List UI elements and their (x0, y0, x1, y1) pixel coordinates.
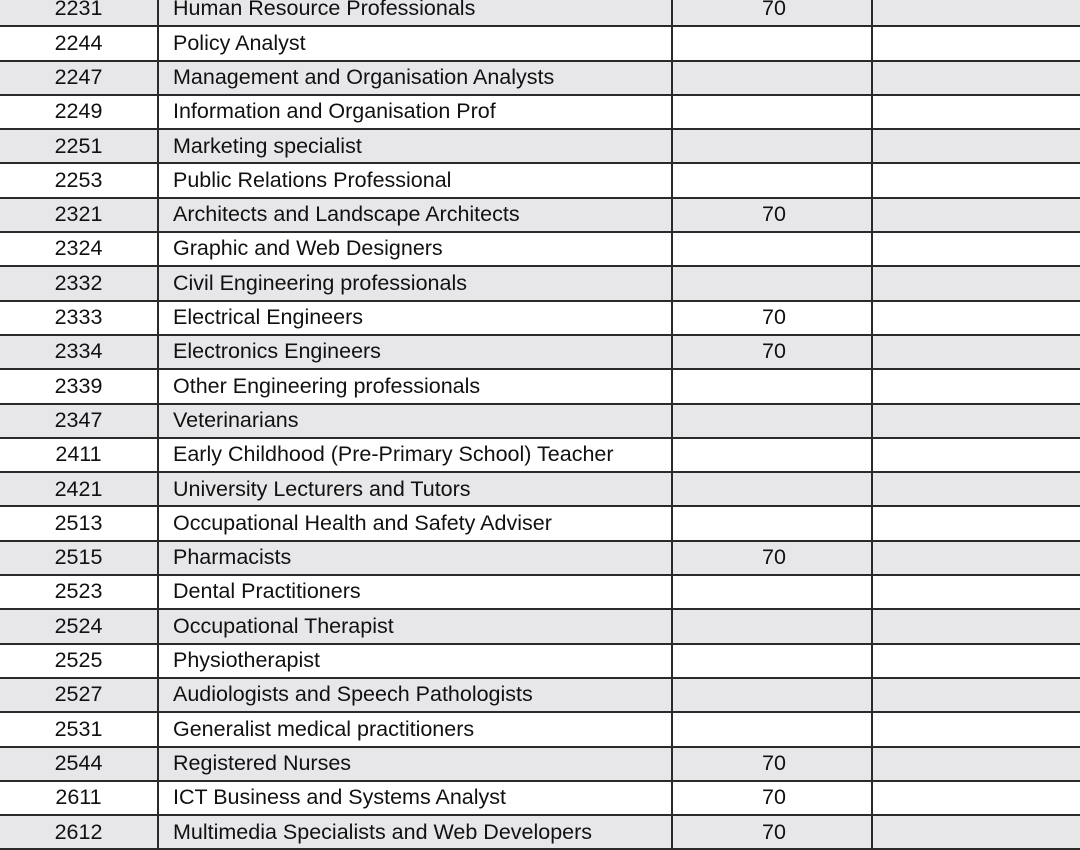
score-cell (672, 163, 872, 197)
table-row (0, 609, 1080, 643)
table-row (0, 301, 1080, 335)
score-cell (672, 506, 872, 540)
score-cell (672, 712, 872, 746)
score-cell: 70 (672, 198, 872, 232)
occupation-code-cell: 2231 (0, 0, 158, 26)
occupation-title-cell: Human Resource Professionals (158, 0, 672, 26)
empty-cell (872, 438, 1080, 472)
occupation-title-cell: Veterinarians (158, 404, 672, 438)
occupation-code-cell: 2321 (0, 198, 158, 232)
table-row (0, 472, 1080, 506)
score-cell: 70 (672, 541, 872, 575)
score-cell (672, 61, 872, 95)
occupation-code-cell: 2525 (0, 644, 158, 678)
occupation-code-cell: 2515 (0, 541, 158, 575)
table-row (0, 232, 1080, 266)
empty-cell (872, 644, 1080, 678)
empty-cell (872, 369, 1080, 403)
table-row (0, 198, 1080, 232)
occupation-code-cell: 2334 (0, 335, 158, 369)
occupation-code-cell: 2421 (0, 472, 158, 506)
occupation-code-cell: 2527 (0, 678, 158, 712)
occupation-title-cell: University Lecturers and Tutors (158, 472, 672, 506)
empty-cell (872, 198, 1080, 232)
empty-cell (872, 541, 1080, 575)
empty-cell (872, 404, 1080, 438)
occupation-title-cell: Electronics Engineers (158, 335, 672, 369)
score-cell: 70 (672, 0, 872, 26)
empty-cell (872, 335, 1080, 369)
occupation-title-cell: Generalist medical practitioners (158, 712, 672, 746)
occupation-title-cell: ICT Business and Systems Analyst (158, 781, 672, 815)
score-cell: 70 (672, 815, 872, 849)
occupation-title-cell: Audiologists and Speech Pathologists (158, 678, 672, 712)
occupation-code-cell: 2544 (0, 747, 158, 781)
empty-cell (872, 678, 1080, 712)
occupation-title-cell: Public Relations Professional (158, 163, 672, 197)
table-row (0, 404, 1080, 438)
table-row (0, 163, 1080, 197)
occupation-title-cell: Multimedia Specialists and Web Developers (158, 815, 672, 849)
occupation-code-cell: 2332 (0, 266, 158, 300)
table-row (0, 335, 1080, 369)
table-row (0, 678, 1080, 712)
occupation-code-cell: 2524 (0, 609, 158, 643)
empty-cell (872, 163, 1080, 197)
score-cell (672, 609, 872, 643)
occupation-code-cell: 2411 (0, 438, 158, 472)
empty-cell (872, 747, 1080, 781)
empty-cell (872, 129, 1080, 163)
score-cell (672, 438, 872, 472)
table-row (0, 712, 1080, 746)
occupation-title-cell: Marketing specialist (158, 129, 672, 163)
occupation-code-cell: 2247 (0, 61, 158, 95)
occupation-title-cell: Information and Organisation Prof (158, 95, 672, 129)
occupation-code-cell: 2611 (0, 781, 158, 815)
score-cell (672, 266, 872, 300)
occupation-title-cell: Architects and Landscape Architects (158, 198, 672, 232)
empty-cell (872, 506, 1080, 540)
table-row (0, 95, 1080, 129)
empty-cell (872, 781, 1080, 815)
occupation-title-cell: Pharmacists (158, 541, 672, 575)
table-row (0, 815, 1080, 849)
empty-cell (872, 472, 1080, 506)
occupation-code-cell: 2333 (0, 301, 158, 335)
occupation-title-cell: Early Childhood (Pre-Primary School) Teacher (158, 438, 672, 472)
table-row (0, 369, 1080, 403)
table-row (0, 129, 1080, 163)
score-cell (672, 95, 872, 129)
score-cell (672, 404, 872, 438)
score-cell (672, 472, 872, 506)
table-row (0, 781, 1080, 815)
table-row (0, 26, 1080, 60)
table-row (0, 0, 1080, 26)
empty-cell (872, 232, 1080, 266)
occupation-code-cell: 2513 (0, 506, 158, 540)
occupation-title-cell: Registered Nurses (158, 747, 672, 781)
occupation-code-cell: 2253 (0, 163, 158, 197)
occupation-title-cell: Electrical Engineers (158, 301, 672, 335)
occupation-code-cell: 2324 (0, 232, 158, 266)
empty-cell (872, 95, 1080, 129)
empty-cell (872, 815, 1080, 849)
score-cell (672, 644, 872, 678)
occupation-code-cell: 2339 (0, 369, 158, 403)
empty-cell (872, 301, 1080, 335)
score-cell (672, 129, 872, 163)
occupation-code-cell: 2249 (0, 95, 158, 129)
occupation-title-cell: Graphic and Web Designers (158, 232, 672, 266)
empty-cell (872, 61, 1080, 95)
score-cell: 70 (672, 335, 872, 369)
empty-cell (872, 575, 1080, 609)
table-row (0, 541, 1080, 575)
table-row (0, 506, 1080, 540)
empty-cell (872, 609, 1080, 643)
score-cell (672, 232, 872, 266)
occupation-code-cell: 2347 (0, 404, 158, 438)
empty-cell (872, 0, 1080, 26)
occupation-title-cell: Other Engineering professionals (158, 369, 672, 403)
empty-cell (872, 266, 1080, 300)
occupation-title-cell: Occupational Therapist (158, 609, 672, 643)
table-row (0, 61, 1080, 95)
table-row (0, 644, 1080, 678)
occupation-title-cell: Occupational Health and Safety Adviser (158, 506, 672, 540)
occupation-title-cell: Dental Practitioners (158, 575, 672, 609)
occupation-title-cell: Civil Engineering professionals (158, 266, 672, 300)
score-cell (672, 678, 872, 712)
occupation-code-cell: 2251 (0, 129, 158, 163)
score-cell (672, 575, 872, 609)
score-cell (672, 369, 872, 403)
empty-cell (872, 26, 1080, 60)
table-row (0, 575, 1080, 609)
score-cell: 70 (672, 747, 872, 781)
table-row (0, 266, 1080, 300)
occupation-code-cell: 2612 (0, 815, 158, 849)
score-cell: 70 (672, 301, 872, 335)
table-row (0, 438, 1080, 472)
occupation-title-cell: Management and Organisation Analysts (158, 61, 672, 95)
occupation-title-cell: Physiotherapist (158, 644, 672, 678)
occupation-title-cell: Policy Analyst (158, 26, 672, 60)
table-row (0, 747, 1080, 781)
score-cell (672, 26, 872, 60)
empty-cell (872, 712, 1080, 746)
occupation-code-cell: 2244 (0, 26, 158, 60)
occupation-code-cell: 2531 (0, 712, 158, 746)
score-cell: 70 (672, 781, 872, 815)
occupation-code-cell: 2523 (0, 575, 158, 609)
